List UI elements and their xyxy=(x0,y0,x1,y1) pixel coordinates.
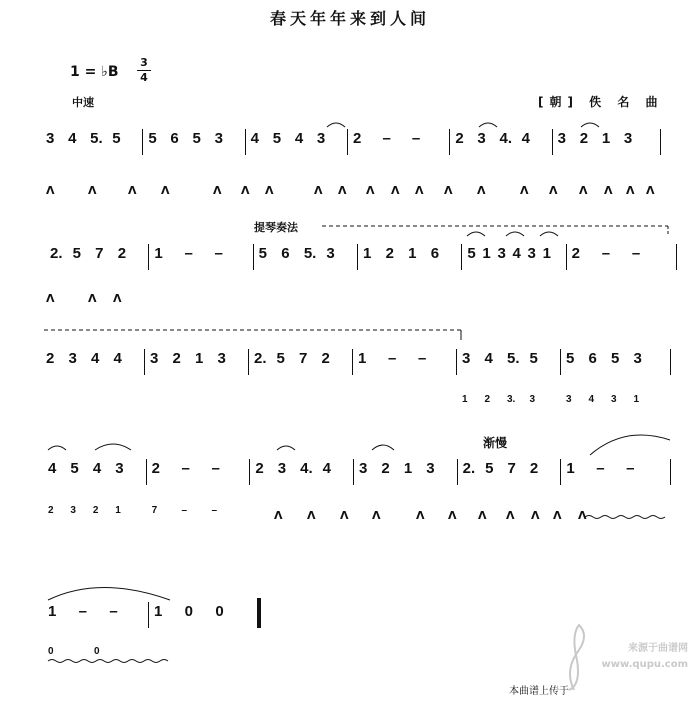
accent-mark: Λ xyxy=(578,509,587,522)
tempo-marking: 中速 xyxy=(72,96,94,109)
barline xyxy=(560,459,561,485)
note: 5 xyxy=(276,350,285,367)
note: 3 xyxy=(623,130,633,147)
note: 2. xyxy=(254,350,267,367)
note: 2 xyxy=(321,350,330,367)
note: – xyxy=(418,350,427,367)
note: 2 xyxy=(172,350,181,367)
accent-mark: Λ xyxy=(372,509,381,522)
barline xyxy=(347,129,348,155)
note: 3 xyxy=(150,350,159,367)
note: 6 xyxy=(281,245,290,262)
note: 4 xyxy=(322,460,331,477)
note: – xyxy=(601,245,611,262)
barline xyxy=(566,244,567,270)
barline xyxy=(249,459,250,485)
time-signature-top: 3 xyxy=(140,56,148,69)
note: 5 xyxy=(148,130,157,147)
lower-voice-note: 3 xyxy=(611,394,617,405)
time-signature-bottom: 4 xyxy=(140,71,148,84)
accent-mark: Λ xyxy=(477,184,486,197)
lower-voice-note: 2 xyxy=(48,505,54,516)
accent-mark: Λ xyxy=(553,509,562,522)
note: 4 xyxy=(250,130,259,147)
accent-mark: Λ xyxy=(366,184,375,197)
accent-mark: Λ xyxy=(506,509,515,522)
barline xyxy=(676,244,677,270)
lower-voice-note: 0 xyxy=(94,646,100,657)
barline xyxy=(352,349,353,375)
note: 2 xyxy=(579,130,589,147)
barline xyxy=(248,349,249,375)
note: 1 xyxy=(601,130,611,147)
note: 4. xyxy=(499,130,513,147)
note: 4 xyxy=(48,460,57,477)
accent-mark: Λ xyxy=(520,184,529,197)
barline xyxy=(357,244,358,270)
note: 6 xyxy=(170,130,179,147)
note: 2 xyxy=(151,460,160,477)
note: 4 xyxy=(91,350,100,367)
note: – xyxy=(626,460,635,477)
note: 4 xyxy=(294,130,304,147)
note: – xyxy=(211,460,220,477)
accent-mark: Λ xyxy=(444,184,453,197)
note: 5. xyxy=(507,350,520,367)
accent-mark: Λ xyxy=(549,184,558,197)
lower-voice-note: – xyxy=(211,505,217,516)
barline xyxy=(660,129,661,155)
note: 3 xyxy=(115,460,124,477)
note: 5 xyxy=(566,350,575,367)
note: 3 xyxy=(316,130,326,147)
note: 1 xyxy=(195,350,204,367)
note: 3 xyxy=(214,130,223,147)
lower-voice-note: 3 xyxy=(566,394,572,405)
note: 1 xyxy=(482,245,491,262)
note: – xyxy=(181,460,190,477)
watermark-line-2: www.qupu.com xyxy=(601,659,688,670)
accent-mark: Λ xyxy=(646,184,655,197)
note: – xyxy=(596,460,605,477)
note: 5 xyxy=(112,130,121,147)
note: 5 xyxy=(258,245,267,262)
note: 1 xyxy=(358,350,367,367)
accent-mark: Λ xyxy=(531,509,540,522)
note: 6 xyxy=(588,350,597,367)
note: 1 xyxy=(408,245,417,262)
barline xyxy=(148,602,149,628)
note: 4 xyxy=(92,460,102,477)
note: 4 xyxy=(512,245,521,262)
note: 3 xyxy=(277,460,287,477)
note: 5 xyxy=(72,245,81,262)
note: 1 xyxy=(363,245,372,262)
lower-voice-note: 3 xyxy=(70,505,76,516)
barline xyxy=(670,459,671,485)
note: 0 xyxy=(184,603,193,620)
note: 6 xyxy=(430,245,440,262)
lower-voice-note: 2 xyxy=(484,394,491,405)
note: 2 xyxy=(117,245,127,262)
note: 2 xyxy=(571,245,580,262)
note: 3 xyxy=(633,350,642,367)
ritardando-marking: 渐慢 xyxy=(483,436,508,450)
note: 3 xyxy=(462,350,471,367)
accent-mark: Λ xyxy=(88,292,97,305)
note: 2 xyxy=(255,460,264,477)
note: 2 xyxy=(353,130,362,147)
note: – xyxy=(109,603,118,620)
lower-voice-note: 3. xyxy=(507,394,516,405)
accent-mark: Λ xyxy=(478,509,487,522)
watermark-line-1: 来源于曲谱网 xyxy=(628,643,688,654)
barline xyxy=(245,129,246,155)
note: 3 xyxy=(477,130,486,147)
note: – xyxy=(184,245,193,262)
accent-mark: Λ xyxy=(391,184,400,197)
note: 2 xyxy=(455,130,464,147)
note: 5 xyxy=(529,350,538,367)
note: 3 xyxy=(527,245,536,262)
barline xyxy=(148,244,149,270)
accent-mark: Λ xyxy=(604,184,613,197)
accent-mark: Λ xyxy=(265,184,274,197)
accent-mark: Λ xyxy=(113,292,122,305)
note: 0 xyxy=(215,603,224,620)
accent-mark: Λ xyxy=(46,292,55,305)
note: 5 xyxy=(272,130,282,147)
accent-mark: Λ xyxy=(338,184,347,197)
note: 7 xyxy=(95,245,104,262)
note: 2 xyxy=(381,460,390,477)
note: 2. xyxy=(50,245,63,262)
accent-mark: Λ xyxy=(579,184,588,197)
technique-marking: 提琴奏法 xyxy=(254,221,298,234)
lower-voice-note: 1 xyxy=(462,394,468,405)
note: 3 xyxy=(426,460,435,477)
accent-mark: Λ xyxy=(213,184,222,197)
barline xyxy=(457,459,458,485)
accent-mark: Λ xyxy=(307,509,316,522)
note: 4. xyxy=(300,460,313,477)
accent-mark: Λ xyxy=(161,184,170,197)
composer-credit: [朝] 佚 名 曲 xyxy=(538,95,664,109)
barline xyxy=(670,349,671,375)
note: 4 xyxy=(68,130,77,147)
note: 3 xyxy=(359,460,368,477)
note: 2 xyxy=(46,350,55,367)
note: 5. xyxy=(90,130,103,147)
accent-mark: Λ xyxy=(448,509,457,522)
barline xyxy=(560,349,561,375)
note: – xyxy=(388,350,397,367)
note: 4 xyxy=(484,350,493,367)
barline xyxy=(461,244,462,270)
lower-voice-note: 1 xyxy=(115,505,121,516)
accent-mark: Λ xyxy=(314,184,323,197)
barline xyxy=(260,602,261,628)
lower-voice-note: 3 xyxy=(529,394,536,405)
note: 2 xyxy=(385,245,394,262)
barline xyxy=(353,459,354,485)
note: 3 xyxy=(46,130,55,147)
accent-mark: Λ xyxy=(88,184,97,197)
barline xyxy=(552,129,553,155)
note: 5 xyxy=(485,460,494,477)
note: 5 xyxy=(192,130,201,147)
note: 5 xyxy=(467,245,476,262)
note: 3 xyxy=(326,245,335,262)
note: – xyxy=(631,245,641,262)
note: 3 xyxy=(557,130,566,147)
note: 1 xyxy=(542,245,551,262)
note: 3 xyxy=(68,350,77,367)
lower-voice-note: – xyxy=(181,505,188,516)
lower-voice-note: 1 xyxy=(633,394,640,405)
key-signature: 1 = ♭B xyxy=(70,64,119,80)
note: 3 xyxy=(497,245,506,262)
footer-upload-text: 本曲谱上传于 xyxy=(509,686,569,697)
note: 4 xyxy=(521,130,530,147)
barline xyxy=(456,349,457,375)
note: 1 xyxy=(154,245,163,262)
accent-mark: Λ xyxy=(626,184,635,197)
barline xyxy=(146,459,147,485)
note: – xyxy=(214,245,223,262)
accent-mark: Λ xyxy=(274,509,283,522)
note: 1 xyxy=(403,460,413,477)
note: 7 xyxy=(299,350,308,367)
note: 5 xyxy=(70,460,79,477)
accent-mark: Λ xyxy=(416,509,425,522)
note: 4 xyxy=(113,350,122,367)
accent-mark: Λ xyxy=(415,184,424,197)
note: 2. xyxy=(462,460,476,477)
note: – xyxy=(78,603,87,620)
accent-mark: Λ xyxy=(340,509,349,522)
lower-voice-note: 7 xyxy=(151,505,158,516)
note: 2 xyxy=(529,460,539,477)
barline xyxy=(449,129,450,155)
note: 1 xyxy=(566,460,575,477)
barline xyxy=(142,129,143,155)
lower-voice-note: 4 xyxy=(588,394,595,405)
note: 3 xyxy=(217,350,226,367)
note: 5. xyxy=(303,245,317,262)
note: 1 xyxy=(48,603,57,620)
note: 5 xyxy=(611,350,620,367)
note: 1 xyxy=(154,603,163,620)
lower-voice-note: 2 xyxy=(92,505,99,516)
note: – xyxy=(382,130,391,147)
accent-mark: Λ xyxy=(46,184,55,197)
accent-mark: Λ xyxy=(241,184,250,197)
accent-mark: Λ xyxy=(128,184,137,197)
barline xyxy=(253,244,254,270)
note: 7 xyxy=(507,460,516,477)
note: – xyxy=(411,130,421,147)
lower-voice-note: 0 xyxy=(48,646,54,657)
barline xyxy=(144,349,145,375)
song-title: 春天年年来到人间 xyxy=(269,9,430,28)
